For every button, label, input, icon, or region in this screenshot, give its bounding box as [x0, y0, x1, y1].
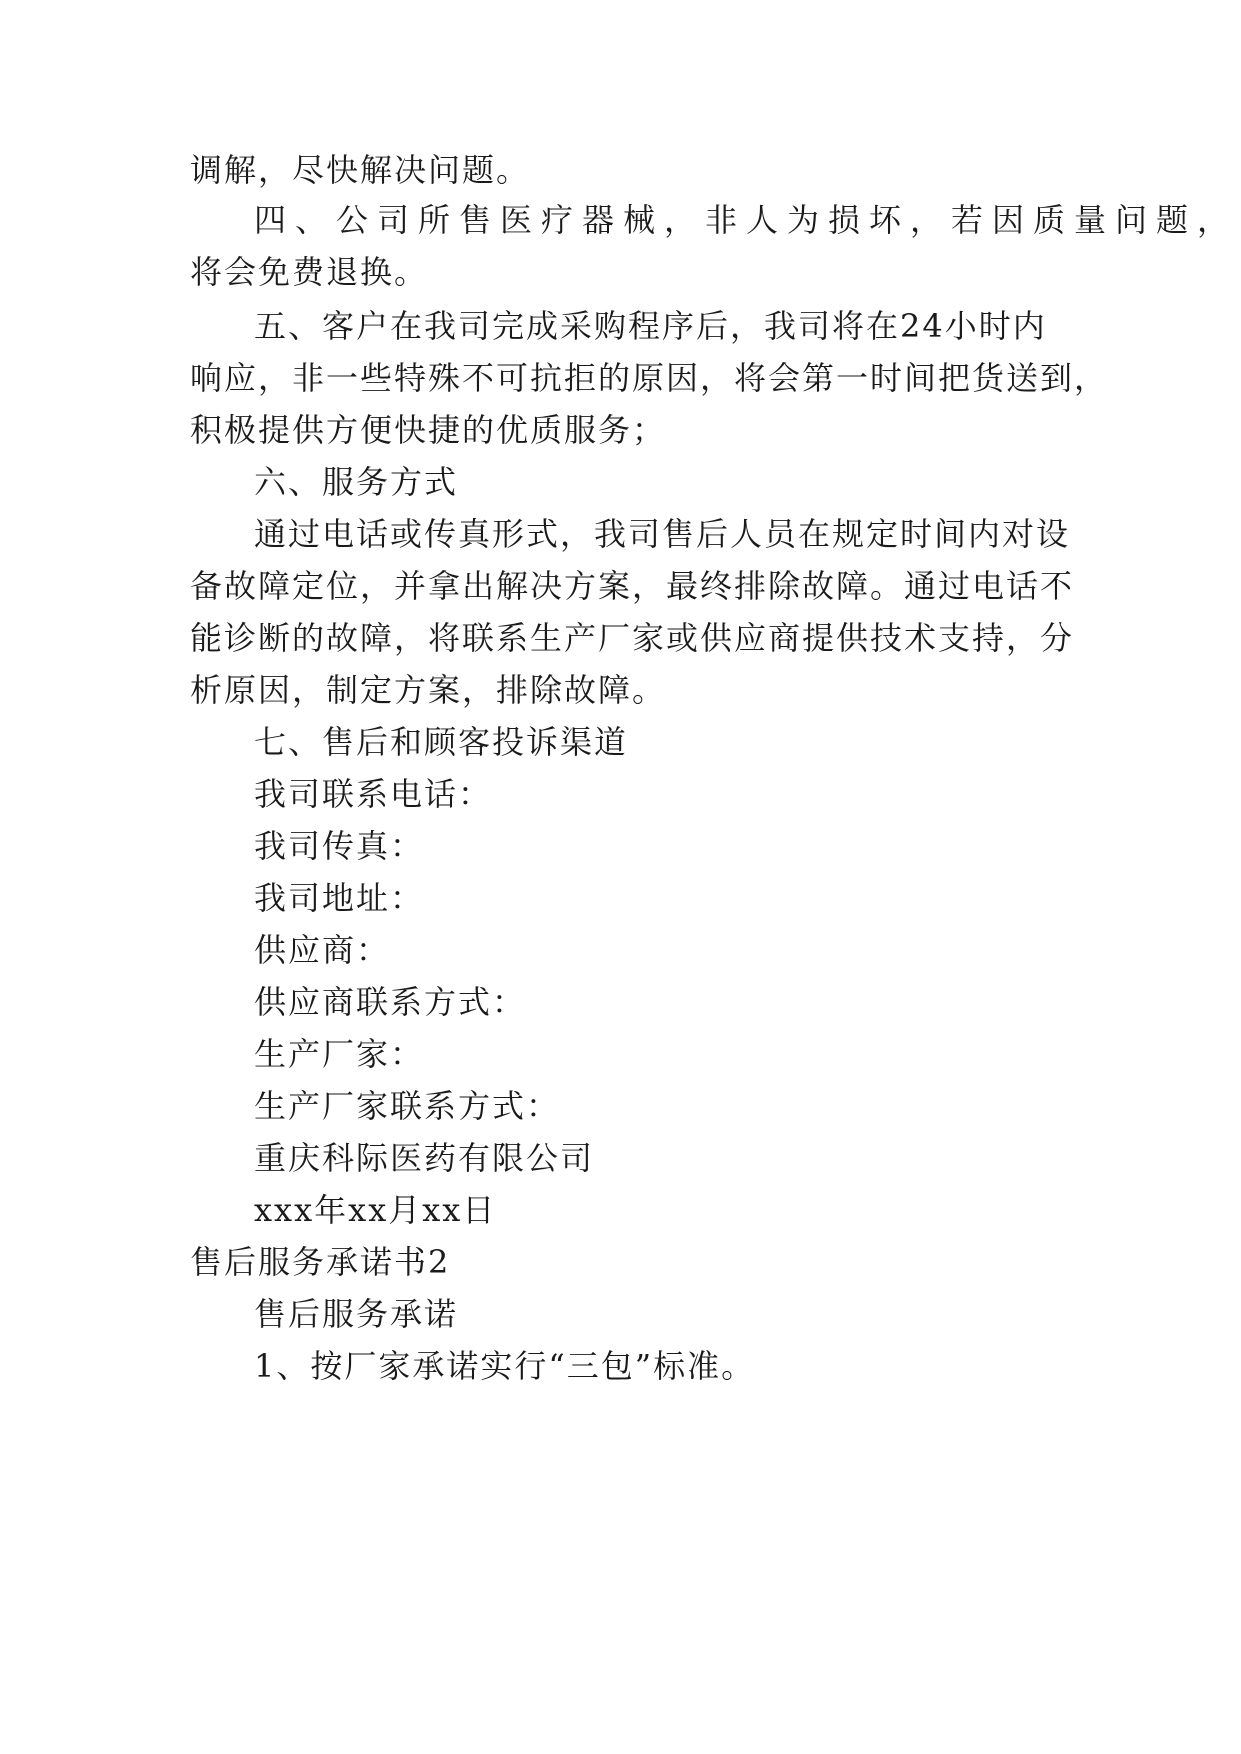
manufacturer-contact-label: 生产厂家联系方式：	[254, 1087, 561, 1125]
item-4-line-2: 将会免费退换。	[190, 253, 429, 291]
contact-phone-label: 我司联系电话：	[254, 775, 493, 813]
supplier-contact-label: 供应商联系方式：	[254, 983, 527, 1021]
section-6-para-line-1: 通过电话或传真形式，我司售后人员在规定时间内对设	[254, 515, 1071, 553]
signature-date: xxx年xx月xx日	[254, 1191, 497, 1229]
manufacturer-label: 生产厂家：	[254, 1035, 425, 1073]
contact-address-label: 我司地址：	[254, 879, 425, 917]
paragraph-3-end: 调解，尽快解决问题。	[190, 151, 531, 189]
document-2-heading: 售后服务承诺	[254, 1295, 459, 1333]
section-6-para-line-2: 备故障定位，并拿出解决方案，最终排除故障。通过电话不	[190, 567, 1075, 605]
section-6-para-line-3: 能诊断的故障，将联系生产厂家或供应商提供技术支持，分	[190, 619, 1075, 657]
document-2-item-1: 1、按厂家承诺实行“三包”标准。	[254, 1347, 756, 1385]
item-5-line-2: 响应，非一些特殊不可抗拒的原因，将会第一时间把货送到，	[190, 359, 1109, 397]
item-4-line-1: 四、公司所售医疗器械，非人为损坏，若因质量问题，	[254, 201, 1239, 239]
contact-fax-label: 我司传真：	[254, 827, 425, 865]
item-5-line-1: 五、客户在我司完成采购程序后，我司将在24小时内	[254, 307, 1047, 345]
document-2-title: 售后服务承诺书2	[190, 1243, 451, 1281]
item-5-line-3: 积极提供方便快捷的优质服务；	[190, 411, 667, 449]
section-7-heading: 七、售后和顾客投诉渠道	[254, 723, 629, 761]
company-signature: 重庆科际医药有限公司	[254, 1139, 595, 1177]
section-6-heading: 六、服务方式	[254, 463, 459, 501]
section-6-para-line-4: 析原因，制定方案，排除故障。	[190, 671, 667, 709]
supplier-label: 供应商：	[254, 931, 391, 969]
